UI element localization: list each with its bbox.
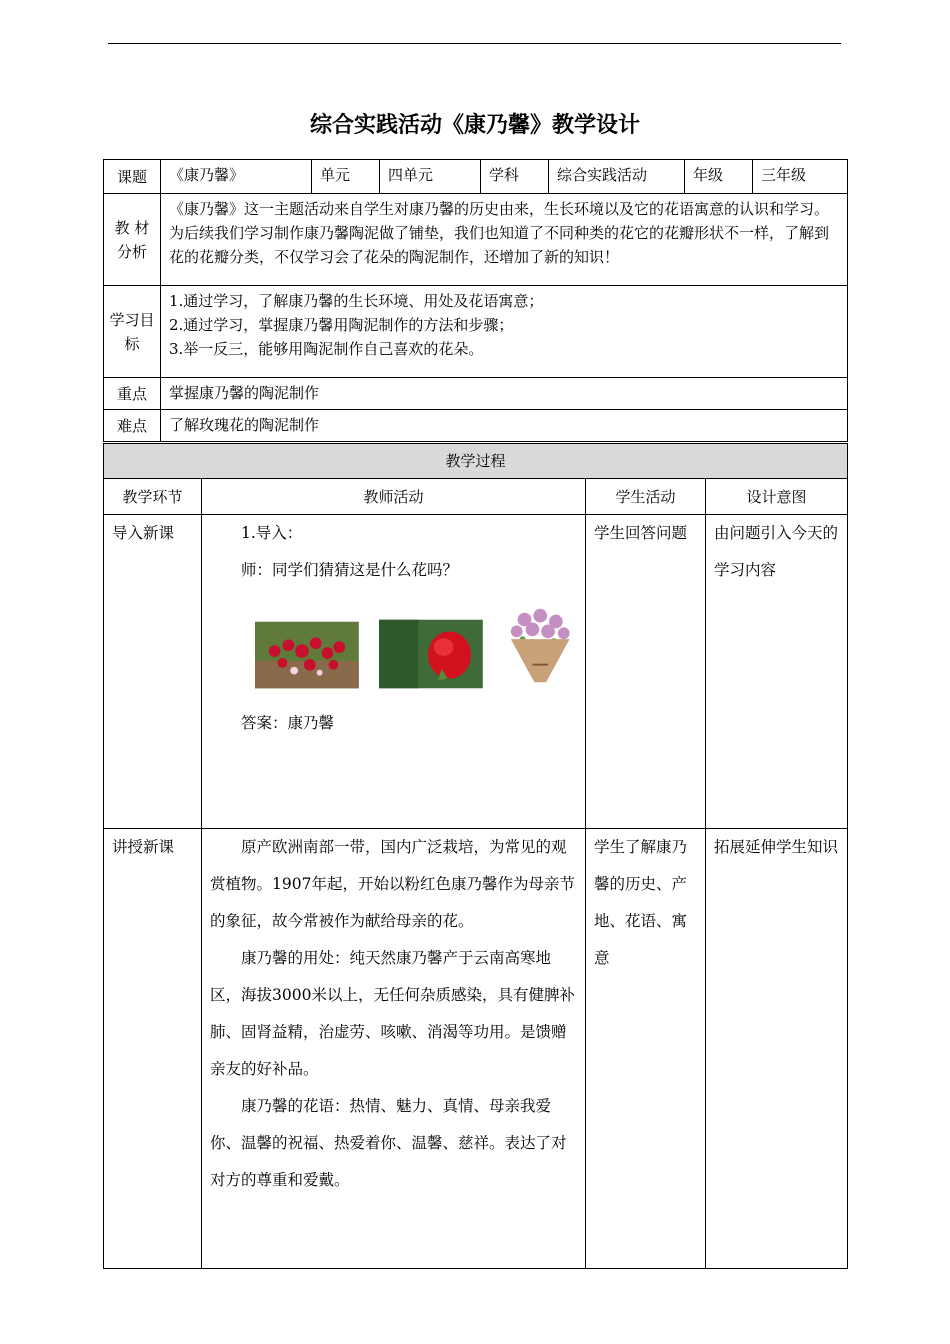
stage-intro: 导入新课 bbox=[104, 515, 202, 829]
analysis-text: 《康乃馨》这一主题活动来自学生对康乃馨的历史由来，生长环境以及它的花语寓意的认识和学习。为后续我们学习制作康乃馨陶泥做了铺垫，我们也知道了不同种类的花它的花瓣形状不一样，了解到花的花瓣分类，不仅学习会了花朵的陶泥制作，还增加了新的知识！ bbox=[161, 194, 848, 286]
header-rule bbox=[108, 43, 841, 44]
topic-label: 课题 bbox=[104, 160, 161, 194]
para-meaning: 康乃馨的花语：热情、魅力、真情、母亲我爱你、温馨的祝福、热爱着你、温馨、慈祥。表达了对对方的尊重和爱戴。 bbox=[210, 1097, 567, 1189]
intent-intro: 由问题引入今天的学习内容 bbox=[706, 515, 848, 829]
intent-new: 拓展延伸学生知识 bbox=[706, 829, 848, 1269]
red-carnation-image bbox=[379, 619, 483, 689]
carnation-bouquet-image bbox=[255, 621, 359, 689]
header-student: 学生活动 bbox=[586, 479, 706, 515]
unit-label: 单元 bbox=[312, 160, 380, 194]
intro-question: 师：同学们猜猜这是什么花吗？ bbox=[241, 561, 459, 579]
student-intro: 学生回答问题 bbox=[586, 515, 706, 829]
grade-label: 年级 bbox=[685, 160, 753, 194]
teacher-new bbox=[202, 829, 586, 1269]
flower-images bbox=[255, 605, 577, 689]
intro-step: 1.导入： bbox=[241, 524, 303, 542]
goals-list bbox=[161, 286, 848, 378]
unit-value: 四单元 bbox=[380, 160, 481, 194]
hard-label: 难点 bbox=[104, 410, 161, 442]
header-stage: 教学环节 bbox=[104, 479, 202, 515]
analysis-label: 教 材分析 bbox=[104, 194, 161, 286]
teacher-intro bbox=[202, 515, 586, 829]
para-origin: 原产欧洲南部一带，国内广泛栽培，为常见的观赏植物。1907年起，开始以粉红色康乃馨作为母亲节的象征，故今常被作为献给母亲的花。 bbox=[210, 838, 575, 930]
key-text: 掌握康乃馨的陶泥制作 bbox=[161, 378, 848, 410]
page-title: 综合实践活动《康乃馨》教学设计 bbox=[309, 113, 640, 138]
subject-value: 综合实践活动 bbox=[549, 160, 685, 194]
header-teacher: 教师活动 bbox=[202, 479, 586, 515]
header-intent: 设计意图 bbox=[706, 479, 848, 515]
topic-value: 《康乃馨》 bbox=[161, 160, 312, 194]
pink-bouquet-image bbox=[503, 605, 577, 689]
stage-new: 讲授新课 bbox=[104, 829, 202, 1269]
student-new: 学生了解康乃馨的历史、产地、花语、寓意 bbox=[586, 829, 706, 1269]
info-table bbox=[103, 159, 848, 442]
goals-label: 学习目标 bbox=[104, 286, 161, 378]
intro-answer: 答案：康乃馨 bbox=[241, 714, 335, 732]
goal-item: 2.通过学习，掌握康乃馨用陶泥制作的方法和步骤； bbox=[169, 316, 514, 334]
subject-label: 学科 bbox=[481, 160, 549, 194]
para-use: 康乃馨的用处：纯天然康乃馨产于云南高寒地区，海拔3000米以上，无任何杂质感染，具有健脾补肺、固肾益精，治虚劳、咳嗽、消渴等功用。是馈赠亲友的好补品。 bbox=[210, 949, 575, 1078]
goal-item: 3.举一反三，能够用陶泥制作自己喜欢的花朵。 bbox=[169, 340, 484, 358]
hard-text: 了解玫瑰花的陶泥制作 bbox=[161, 410, 848, 442]
goal-item: 1.通过学习，了解康乃馨的生长环境、用处及花语寓意； bbox=[169, 292, 544, 310]
key-label: 重点 bbox=[104, 378, 161, 410]
process-table bbox=[103, 443, 848, 1269]
process-band: 教学过程 bbox=[104, 444, 848, 479]
grade-value: 三年级 bbox=[753, 160, 848, 194]
